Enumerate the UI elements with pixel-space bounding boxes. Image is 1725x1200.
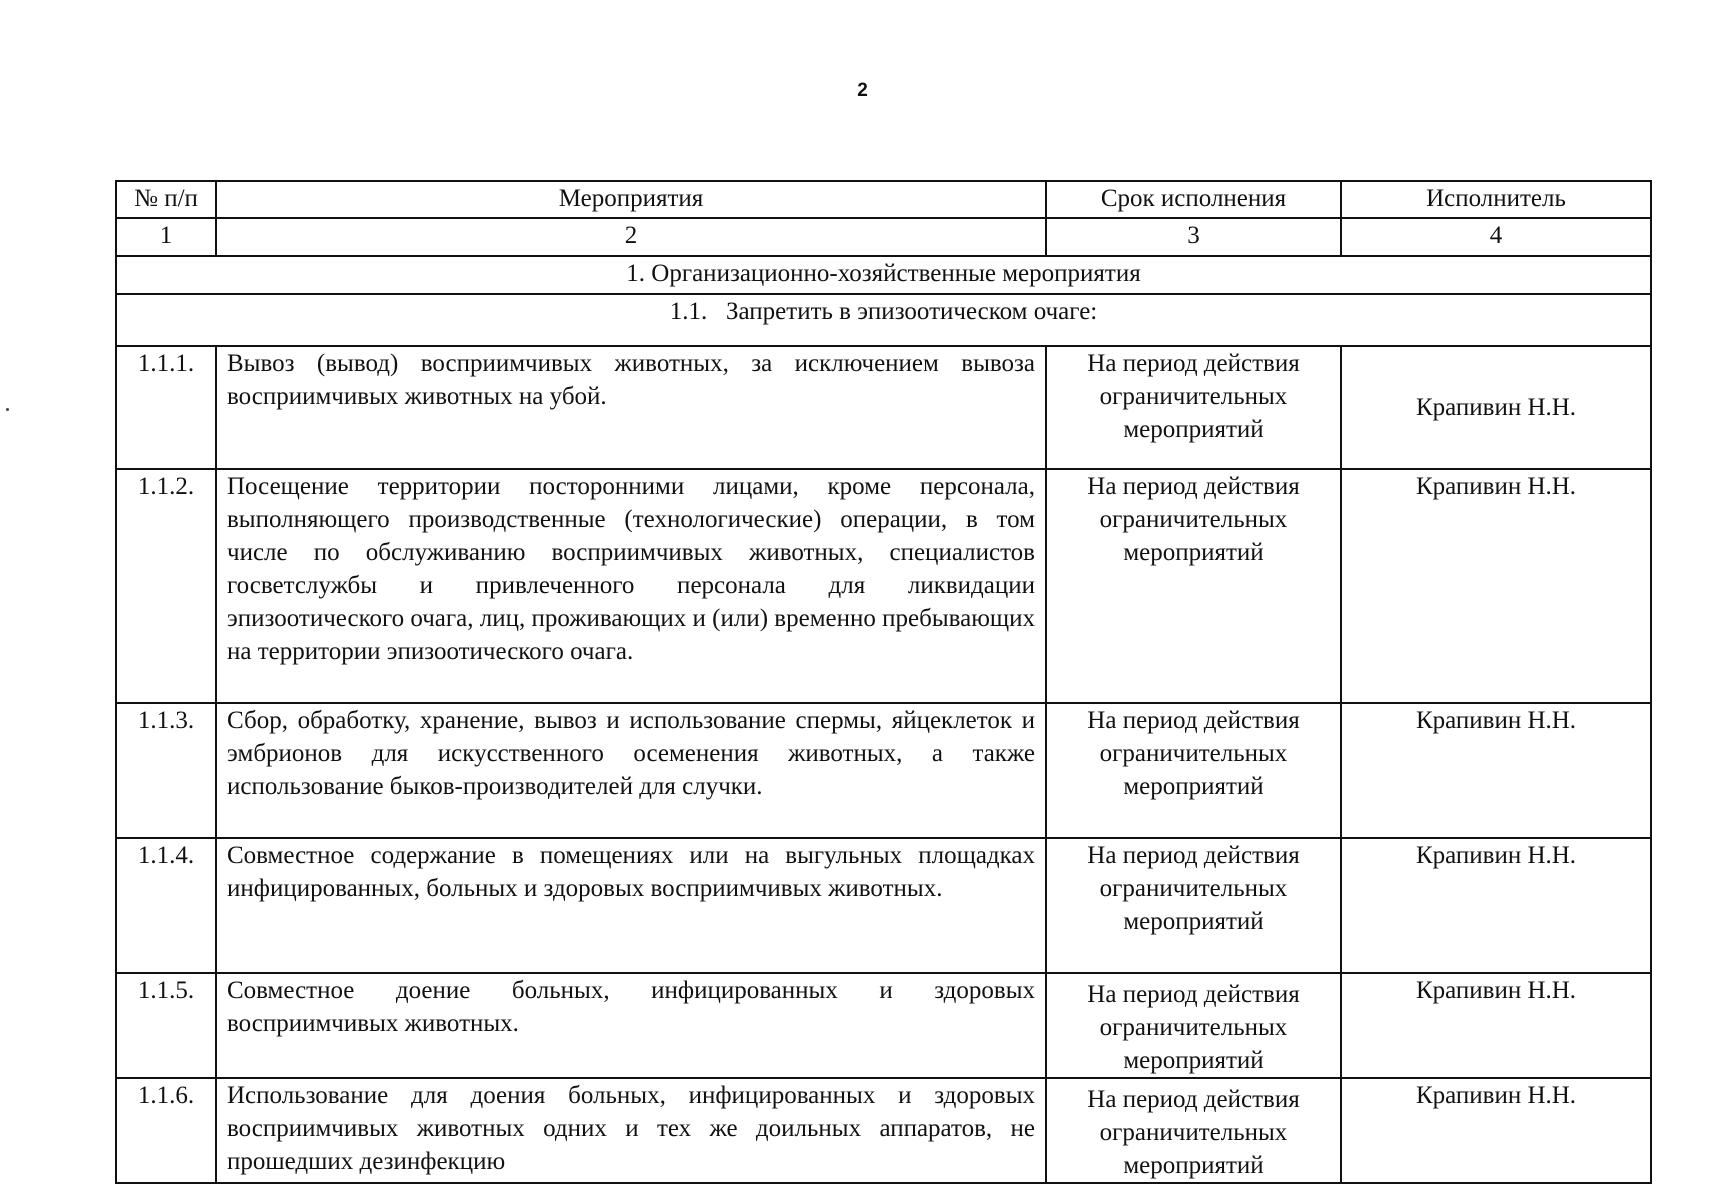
section-title: 1. Организационно-хозяйственные мероприятия — [116, 256, 1651, 294]
row-term: На период действия ограничительных мероприятий — [1046, 973, 1341, 1078]
column-numbers-row — [116, 218, 1651, 256]
row-executor: Крапивин Н.Н. — [1341, 973, 1651, 1078]
subsection-title: 1.1. Запретить в эпизоотическом очаге: — [116, 294, 1651, 346]
column-number-4: 4 — [1341, 218, 1651, 256]
margin-speck — [6, 408, 9, 411]
table-row — [116, 973, 1651, 1078]
row-measure: Использование для доения больных, инфицированных и здоровых восприимчивых животных одних и тех же доильных аппаратов, не прошедших дезинфекцию — [216, 1078, 1046, 1183]
row-executor: Крапивин Н.Н. — [1341, 469, 1651, 703]
row-number: 1.1.2. — [116, 469, 216, 703]
table-row — [116, 838, 1651, 973]
header-term: Срок исполнения — [1046, 181, 1341, 218]
header-row — [116, 181, 1651, 218]
row-measure: Совместное доение больных, инфицированных и здоровых восприимчивых животных. — [216, 973, 1046, 1078]
subsection-row — [116, 294, 1651, 346]
table-row — [116, 469, 1651, 703]
row-term: На период действия ограничительных мероприятий — [1046, 346, 1341, 469]
row-executor: Крапивин Н.Н. — [1341, 1078, 1651, 1183]
row-number: 1.1.6. — [116, 1078, 216, 1183]
row-term: На период действия ограничительных мероприятий — [1046, 703, 1341, 838]
row-term: На период действия ограничительных мероприятий — [1046, 469, 1341, 703]
page-number: 2 — [857, 80, 868, 101]
header-measures: Мероприятия — [216, 181, 1046, 218]
row-measure: Вывоз (вывод) восприимчивых животных, за исключением вывоза восприимчивых животных на убой. — [216, 346, 1046, 469]
table-row — [116, 346, 1651, 469]
row-term: На период действия ограничительных мероприятий — [1046, 1078, 1341, 1183]
row-number: 1.1.1. — [116, 346, 216, 469]
row-measure: Совместное содержание в помещениях или на выгульных площадках инфицированных, больных и здоровых восприимчивых животных. — [216, 838, 1046, 973]
row-number: 1.1.4. — [116, 838, 216, 973]
row-executor: Крапивин Н.Н. — [1341, 703, 1651, 838]
row-measure: Посещение территории посторонними лицами, кроме персонала, выполняющего производственные (технологические) операции, в том числе по обслуживанию восприимчивых животных, специалистов госветслужбы и привлеченного персонала для ликвидации эпизоотического очага, лиц, проживающих и (или) временно пребывающих на территории эпизоотического очага. — [216, 469, 1046, 703]
section-row — [116, 256, 1651, 294]
table-row — [116, 703, 1651, 838]
row-executor: Крапивин Н.Н. — [1341, 838, 1651, 973]
row-number: 1.1.3. — [116, 703, 216, 838]
table-row — [116, 1078, 1651, 1183]
measures-table — [115, 180, 1652, 1184]
row-measure: Сбор, обработку, хранение, вывоз и использование спермы, яйцеклеток и эмбрионов для искусственного осеменения животных, а также использование быков-производителей для случки. — [216, 703, 1046, 838]
row-executor: Крапивин Н.Н. — [1341, 346, 1651, 469]
column-number-1: 1 — [116, 218, 216, 256]
column-number-2: 2 — [216, 218, 1046, 256]
header-executor: Исполнитель — [1341, 181, 1651, 218]
header-number: № п/п — [116, 181, 216, 218]
row-term: На период действия ограничительных мероприятий — [1046, 838, 1341, 973]
column-number-3: 3 — [1046, 218, 1341, 256]
row-number: 1.1.5. — [116, 973, 216, 1078]
